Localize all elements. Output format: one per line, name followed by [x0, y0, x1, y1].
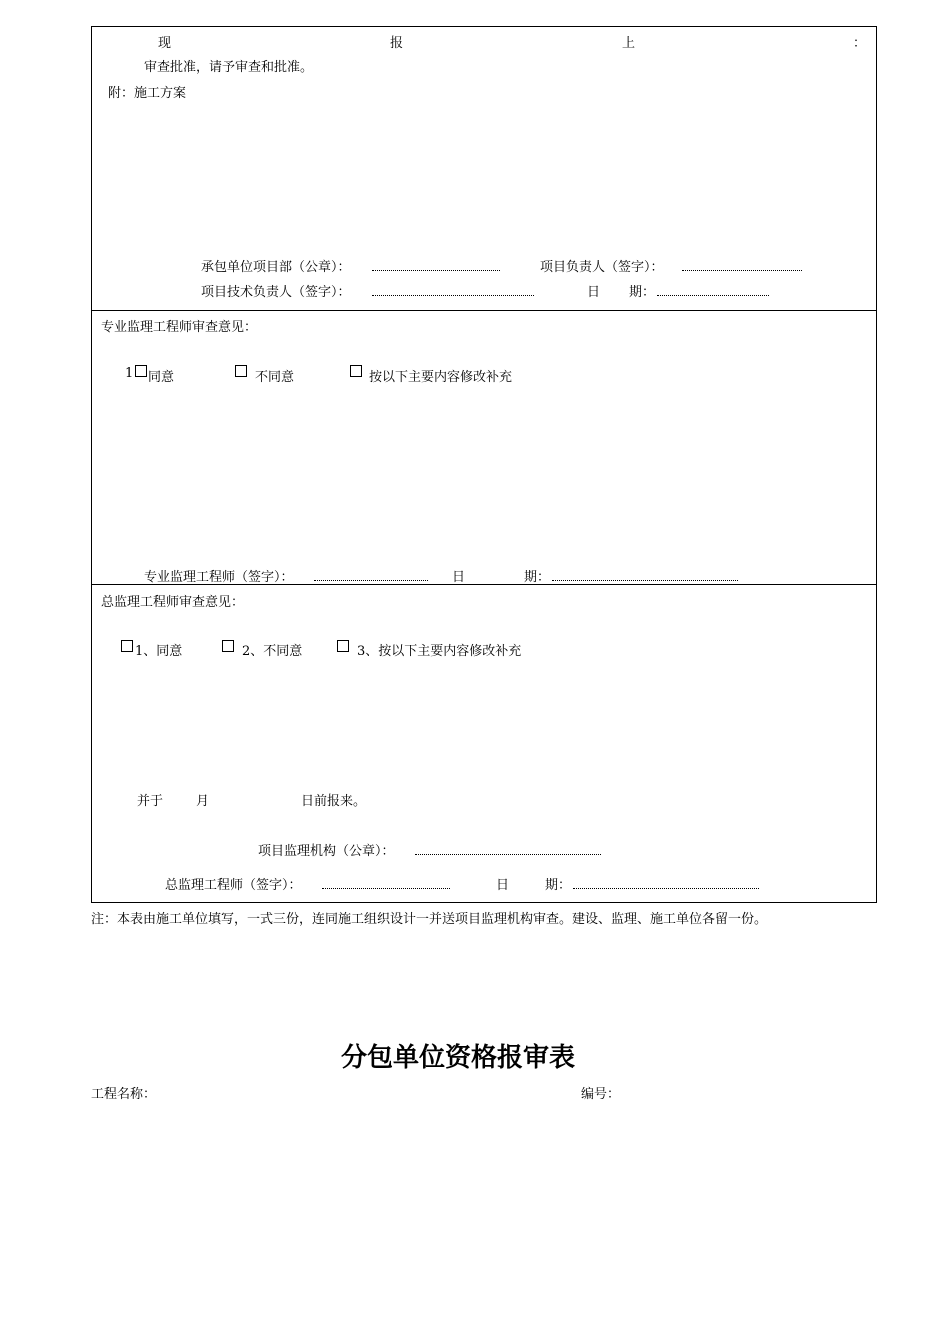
chief-revise-label: 3、按以下主要内容修改补充 [357, 644, 522, 659]
contractor-dept-signature-line[interactable] [372, 270, 500, 271]
specialist-agree-checkbox[interactable] [135, 365, 147, 377]
spread-char-2: 报 [390, 36, 404, 51]
specialist-revise-checkbox[interactable] [350, 365, 362, 377]
date-line-3[interactable] [573, 888, 759, 889]
date-qi-2: 期： [524, 570, 551, 585]
deadline-month: 月 [196, 794, 210, 809]
specialist-agree-label: 同意 [148, 370, 175, 385]
deadline-day-before: 日前报来。 [301, 794, 367, 809]
chief-engineer-label: 总监理工程师（签字）： [165, 878, 302, 893]
date-line-2[interactable] [552, 580, 738, 581]
deadline-bingyu: 并于 [137, 794, 164, 809]
specialist-revise-label: 按以下主要内容修改补充 [369, 370, 513, 385]
serial-number-label: 编号： [581, 1087, 621, 1102]
chief-agree-checkbox[interactable] [121, 640, 133, 652]
approval-request-text: 审查批准，请予审查和批准。 [144, 60, 314, 75]
chief-engineer-signature-line[interactable] [322, 888, 450, 889]
date-ri-2: 日 [452, 570, 466, 585]
supervision-org-label: 项目监理机构（公章）： [258, 844, 395, 859]
specialist-engineer-label: 专业监理工程师（签字）： [144, 570, 294, 585]
chief-disagree-label: 2、不同意 [242, 644, 303, 659]
supervision-org-seal-line[interactable] [415, 854, 601, 855]
section-chief-review [91, 584, 877, 903]
date-qi-3: 期： [545, 878, 572, 893]
specialist-engineer-signature-line[interactable] [314, 580, 428, 581]
spread-char-3: 上 [622, 36, 636, 51]
chief-revise-checkbox[interactable] [337, 640, 349, 652]
contractor-dept-label: 承包单位项目部（公章）： [201, 260, 351, 275]
section-specialist-review [91, 310, 877, 585]
spread-char-4: ： [853, 36, 867, 51]
specialist-disagree-label: 不同意 [255, 370, 295, 385]
project-manager-label: 项目负责人（签字）： [540, 260, 664, 275]
tech-lead-signature-line[interactable] [372, 295, 534, 296]
chief-review-heading: 总监理工程师审查意见： [101, 595, 245, 610]
project-name-label: 工程名称： [91, 1087, 157, 1102]
date-ri-1: 日 [587, 285, 601, 300]
footnote: 注：本表由施工单位填写，一式三份，连同施工组织设计一并送项目监理机构审查。建设、监理、施工单位各留一份。 [91, 912, 768, 927]
specialist-review-heading: 专业监理工程师审查意见： [101, 320, 258, 335]
chief-disagree-checkbox[interactable] [222, 640, 234, 652]
spread-char-1: 现 [158, 36, 172, 51]
specialist-opt1-prefix: 1 [125, 366, 134, 381]
attachment-text: 附：施工方案 [108, 86, 187, 101]
tech-lead-label: 项目技术负责人（签字）： [201, 285, 351, 300]
form-title: 分包单位资格报审表 [340, 1043, 575, 1073]
specialist-disagree-checkbox[interactable] [235, 365, 247, 377]
chief-agree-label: 1、同意 [135, 644, 183, 659]
date-qi-1: 期： [629, 285, 656, 300]
project-manager-signature-line[interactable] [682, 270, 802, 271]
date-line-1[interactable] [657, 295, 769, 296]
date-ri-3: 日 [496, 878, 510, 893]
